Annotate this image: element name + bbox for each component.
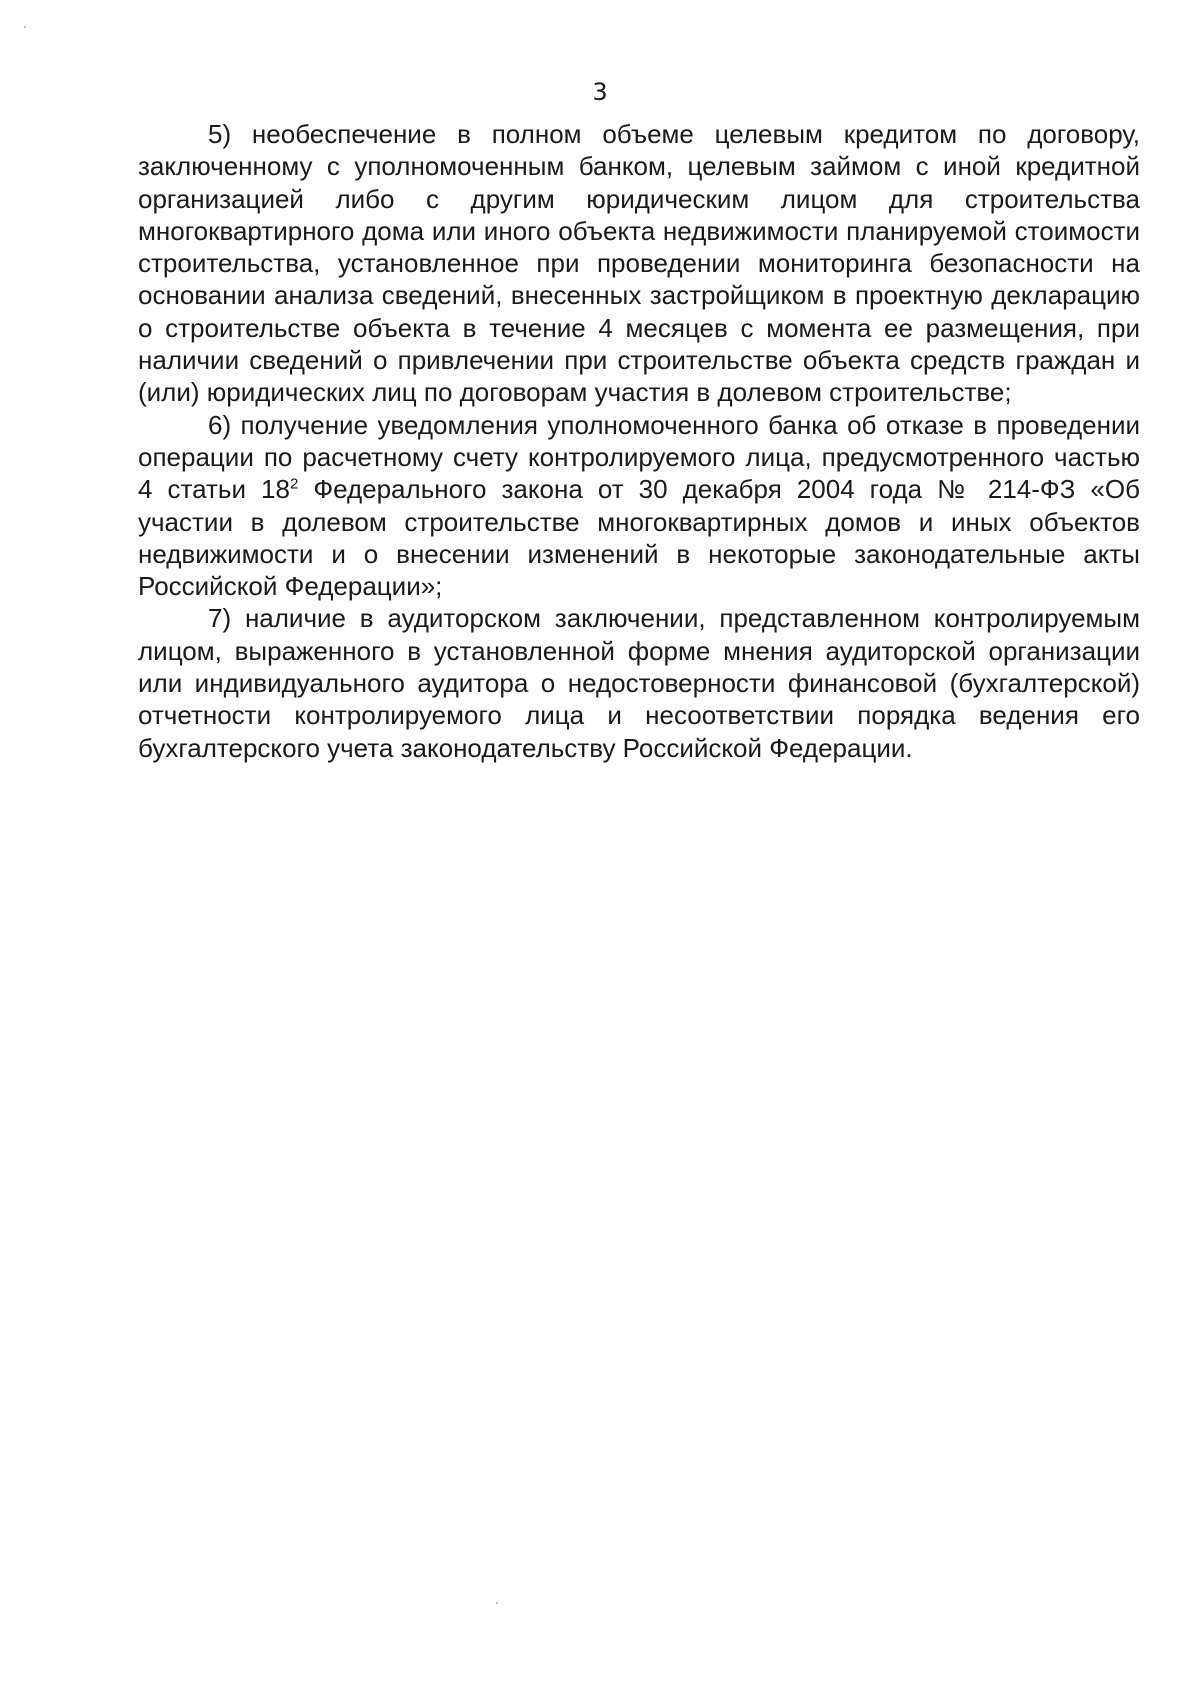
paragraph-item-6 — [138, 409, 1140, 603]
article-superscript: 2 — [289, 475, 299, 493]
paragraph-item-5: 5) необеспечение в полном объеме целевым кредитом по договору, заключенному с уполномоченным банком, целевым займом с иной кредитной организацией либо с другим юридическим лицом для строительства многоквартирного дома или иного объекта недвижимости планируемой стоимости строительства, установленное при проведении мониторинга безопасности на основании анализа сведений, внесенных застройщиком в проектную декларацию о строительстве объекта в течение 4 месяцев с момента ее размещения, при наличии сведений о привлечении при строительстве объекта средств граждан и (или) юридических лиц по договорам участия в долевом строительстве; — [138, 119, 1140, 408]
page-number: 3 — [592, 78, 608, 106]
paragraph-item-7: 7) наличие в аудиторском заключении, представленном контролируемым лицом, выраженного в установленной форме мнения аудиторской организации или индивидуального аудитора о недостоверности финансовой (бухгалтерской) отчетности контролируемого лица и несоответствии порядка ведения его бухгалтерского учета законодательству Российской Федерации. — [138, 603, 1140, 763]
paragraph-item-6-text-start: 6) получение уведомления уполномоченного банка об отказе в проведении операции по расчетному счету контролируемого лица, предусмотренного частью 4 статьи 18 — [138, 409, 1140, 505]
scan-speck-bottom — [496, 1602, 498, 1604]
paragraph-item-6-text-end: Федерального закона от 30 декабря 2004 года № 214-ФЗ «Об участии в долевом строительстве многоквартирных домов и иных объектов недвижимости и о внесении изменений в некоторые законодательные акты Российской Федерации»; — [138, 474, 1140, 602]
scan-speck-top-left — [24, 26, 26, 28]
document-body — [138, 118, 1140, 764]
